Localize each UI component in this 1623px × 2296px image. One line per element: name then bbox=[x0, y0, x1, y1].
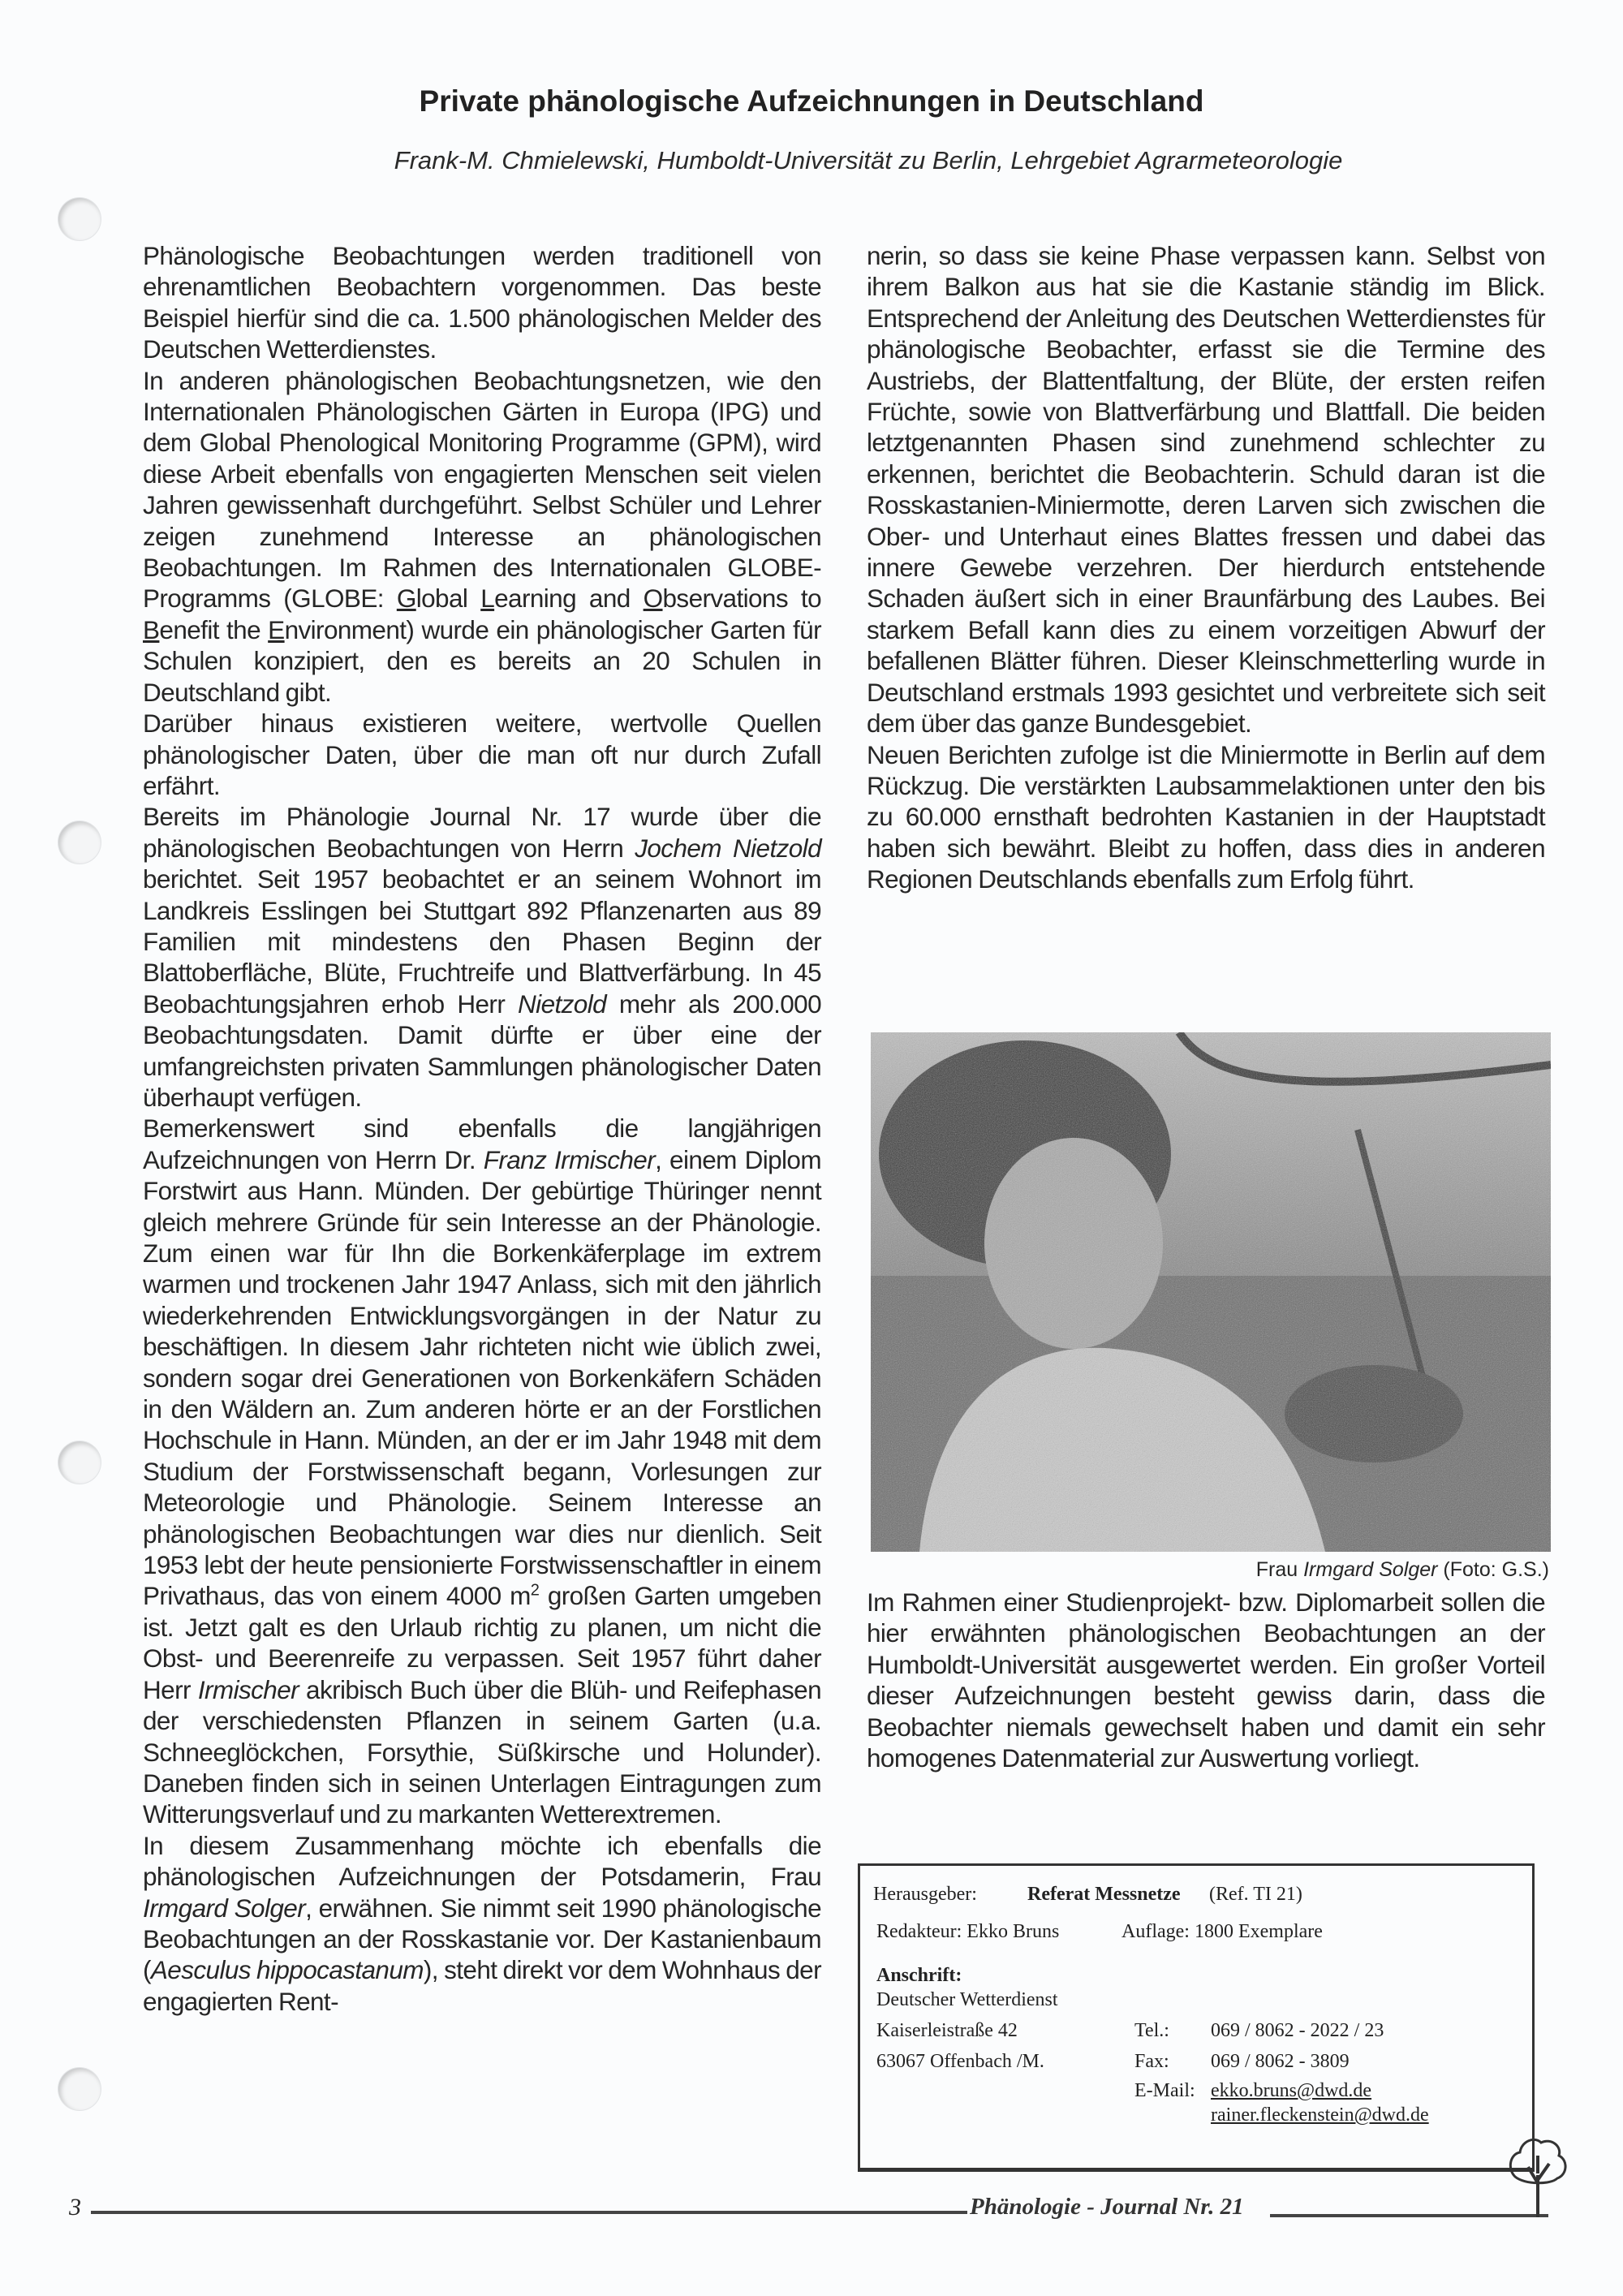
tel-label: Tel.: bbox=[1134, 2020, 1169, 2041]
paragraph bbox=[143, 240, 821, 365]
text-segment: Irmgard Solger bbox=[1303, 1558, 1438, 1581]
paragraph bbox=[143, 801, 821, 1113]
circulation: Auflage: 1800 Exemplare bbox=[1121, 1921, 1323, 1942]
text-segment: G bbox=[396, 584, 416, 614]
punch-hole bbox=[58, 1441, 101, 1484]
address-city: 63067 Offenbach /M. bbox=[876, 2051, 1044, 2072]
text-segment: Phänologische Beobachtungen werden traditionell von ehrenamtlichen Beobachtern vorgenommen. Das beste Beispiel hierfür sind die ca. 1.500 phänologischen Melder des Deutschen Wetterdienstes. bbox=[143, 241, 821, 364]
photo-caption bbox=[871, 1558, 1549, 1582]
text-segment: B bbox=[143, 614, 160, 644]
text-segment: , einem Diplom Forstwirt aus Hann. Münden. Der gebürtige Thüringer nennt gleich mehrere Gründe für sein Interesse an der Phänologie. Zum einen war für Ihn die Borkenkäferplage im extrem warmen und trockenen Jahr 1947 Anlass, sich mit den jährlich wiederkehrenden Entwicklungsvorgängen in der Natur zu beschäftigen. In diesem Jahr richteten nicht wie üblich zwei, sondern sogar drei Generationen von Borkenkäfern Schäden in den Wäldern an. Zum anderen hörte er an der Forstlichen Hochschule in Hann. Münden, an der er im Jahr 1948 mit dem Studium der Forstwissenschaft begann, Vorlesungen zur Meteorologie und Phänologie. Seinem Interesse an phänologischen Beobachtungen war dies nur dienlich. Seit 1953 lebt der heute pensionierte Forstwissenschaftler in einem Privathaus, das von einem 4000 m bbox=[143, 1144, 821, 1611]
tel: 069 / 8062 - 2022 / 23 bbox=[1211, 2020, 1384, 2041]
text-column-left bbox=[143, 240, 821, 2017]
email-label: E-Mail: bbox=[1134, 2080, 1195, 2101]
text-segment: Bemerkenswert sind ebenfalls die langjährigen Aufzeichnungen von Herrn Dr. bbox=[143, 1114, 821, 1174]
text-segment: , erwähnen. Sie nimmt seit 1990 phänologische Beobachtungen an der Rosskastanie vor. Der Kastanienbaum ( bbox=[143, 1893, 822, 1985]
text-column-right bbox=[867, 240, 1545, 895]
text-segment: ), steht direkt vor dem Wohnhaus der engagierten Rent- bbox=[143, 1955, 821, 2016]
text-segment: Jochem Nietzold bbox=[635, 833, 822, 863]
text-segment: Frau bbox=[1255, 1558, 1304, 1581]
photo-irmgard-solger bbox=[871, 1032, 1551, 1552]
text-segment: 2 bbox=[530, 1581, 540, 1600]
text-segment: Irmischer bbox=[197, 1674, 299, 1704]
text-segment: mehr als 200.000 Beobachtungsdaten. Damit dürfte er über eine der umfangreichsten privaten Sammlungen phänologischer Daten überhaupt verfügen. bbox=[143, 989, 821, 1112]
text-segment: Franz Irmischer bbox=[483, 1144, 656, 1174]
paragraph bbox=[143, 365, 821, 708]
text-segment: großen Garten umgeben ist. Jetzt galt es den Urlaub richtig zu planen, um nicht die Obst- und Beerenreife zu verpassen. Seit 1957 führt daher Herr bbox=[143, 1581, 821, 1704]
text-segment: lobal bbox=[415, 584, 481, 614]
text-segment: (Foto: G.S.) bbox=[1437, 1558, 1549, 1581]
text-column-right-lower bbox=[867, 1587, 1545, 1773]
text-segment: O bbox=[643, 584, 663, 614]
text-segment: L bbox=[480, 584, 495, 614]
punch-hole bbox=[58, 821, 101, 864]
text-segment: berichtet. Seit 1957 beobachtet er an seinem Wohnort im Landkreis Esslingen bei Stuttgart 892 Pflanzenarten aus 89 Familien mit mindestens den Phasen Beginn der Blattoberfläche, Blüte, Fruchtreife und Blattverfärbung. In 45 Beobachtungsjahren erhob Herr bbox=[143, 864, 821, 1019]
text-segment: Nietzold bbox=[518, 989, 607, 1019]
address-street: Kaiserleistraße 42 bbox=[876, 2020, 1018, 2041]
text-segment: Aesculus hippocastanum bbox=[150, 1955, 424, 1985]
text-segment: earning and bbox=[494, 584, 644, 614]
text-segment: enefit the bbox=[159, 614, 269, 644]
text-segment: nerin, so dass sie keine Phase verpassen kann. Selbst von ihrem Balkon aus hat sie die Kastanie ständig im Blick. Entsprechend der Anleitung des Deutschen Wetterdienstes für phänologische Beobachter, erfasst sie die Termine des Austriebs, der Blattentfaltung, der Blüte, der ersten reifen Früchte, sowie von Blattverfärbung und Blattfall. Die beiden letztgenannten Phasen sind zunehmend schlechter zu erkennen, berichtet die Beobachterin. Schuld daran ist die Rosskastanien-Miniermotte, deren Larven sich zwischen die Ober- und Unterhaut eines Blattes fressen und dabei das innere Gewebe verzehren. Der hierdurch entstehende Schaden äußert sich in einer Braunfärbung des Laubes. Bei starkem Befall kann dies zu einem vorzeitigen Abwurf der befallenen Blätter führen. Dieser Kleinschmetterling wurde in Deutschland erstmals 1993 gesichtet und verbreitete sich seit dem über das ganze Bundesgebiet. bbox=[867, 241, 1545, 739]
article-author: Frank-M. Chmielewski, Humboldt-Universität zu Berlin, Lehrgebiet Agrarmeteorologie bbox=[394, 146, 1343, 174]
paragraph bbox=[143, 1113, 821, 1829]
paragraph bbox=[867, 739, 1545, 895]
punch-hole bbox=[58, 2068, 101, 2110]
paragraph bbox=[867, 240, 1545, 739]
text-segment: nvironment) wurde ein phänologischer Garten für Schulen konzipiert, den es bereits an 20 Schulen in Deutschland gibt. bbox=[143, 614, 821, 707]
text-segment: akribisch Buch über die Blüh- und Reifephasen der verschiedensten Pflanzen in seinem Garten (u.a. Schneeglöckchen, Forsythie, Süßkirsche und Holunder). Daneben finden sich in seinen Unterlagen Eintragungen zum Witterungsverlauf und zu markanten Wetterextremen. bbox=[143, 1674, 822, 1829]
text-segment: In diesem Zusammenhang möchte ich ebenfalls die phänologischen Aufzeichnungen der Potsdamerin, Frau bbox=[143, 1830, 821, 1892]
text-segment: Neuen Berichten zufolge ist die Miniermotte in Berlin auf dem Rückzug. Die verstärkten Laubsammelaktionen unter den bis zu 60.000 ernsthaft bedrohten Kastanien in der Hauptstadt haben sich bewährt. Bleibt zu hoffen, dass dies in anderen Regionen Deutschlands ebenfalls zum Erfolg führt. bbox=[867, 739, 1545, 894]
paragraph bbox=[143, 1830, 821, 2017]
text-segment: Bereits im Phänologie Journal Nr. 17 wurde über die phänologischen Beobachtungen von Herrn bbox=[143, 802, 821, 863]
journal-name: Phänologie - Journal Nr. 21 bbox=[970, 2194, 1244, 2220]
address-label: Anschrift: bbox=[876, 1965, 962, 1986]
imprint-box bbox=[858, 1863, 1535, 2172]
publisher: Referat Messnetze bbox=[1027, 1884, 1181, 1905]
paragraph bbox=[143, 708, 821, 801]
editor: Redakteur: Ekko Bruns bbox=[876, 1921, 1060, 1942]
punch-hole bbox=[58, 198, 101, 240]
email-link-fleckenstein[interactable]: rainer.fleckenstein@dwd.de bbox=[1211, 2104, 1429, 2126]
paragraph bbox=[867, 1587, 1545, 1773]
text-segment: bservations to bbox=[662, 584, 821, 614]
text-segment: Im Rahmen einer Studienprojekt- bzw. Diplomarbeit sollen die hier erwähnten phänologischen Beobachtungen an der Humboldt-Universität ausgewertet werden. Ein großer Vorteil dieser Aufzeichnungen besteht gewiss darin, dass die Beobachter niemals gewechselt haben und damit ein sehr homogenes Datenmaterial zur Auswertung vorliegt. bbox=[867, 1587, 1545, 1773]
publisher-ref: (Ref. TI 21) bbox=[1209, 1884, 1302, 1905]
fax-label: Fax: bbox=[1134, 2051, 1169, 2072]
page-number: 3 bbox=[69, 2194, 81, 2221]
article-title: Private phänologische Aufzeichnungen in Deutschland bbox=[419, 84, 1204, 118]
footer-rule bbox=[91, 2211, 967, 2214]
text-segment: Irmgard Solger bbox=[143, 1893, 306, 1923]
email-link-bruns[interactable]: ekko.bruns@dwd.de bbox=[1211, 2080, 1372, 2101]
text-segment: Darüber hinaus existieren weitere, wertvolle Quellen phänologischer Daten, über die man oft nur durch Zufall erfährt. bbox=[143, 709, 821, 800]
fax: 069 / 8062 - 3809 bbox=[1211, 2051, 1350, 2072]
text-segment: E bbox=[268, 614, 285, 644]
tree-logo-icon bbox=[1505, 2134, 1570, 2219]
address-org: Deutscher Wetterdienst bbox=[876, 1989, 1058, 2010]
publisher-label: Herausgeber: bbox=[873, 1884, 977, 1905]
text-segment: In anderen phänologischen Beobachtungsnetzen, wie den Internationalen Phänologischen Gärten in Europa (IPG) und dem Global Phenological Monitoring Programme (GPM), wird diese Arbeit ebenfalls von engagierten Menschen seit vielen Jahren gewissenhaft durchgeführt. Selbst Schüler und Lehrer zeigen zunehmend Interesse an phänologischen Beobachtungen. Im Rahmen des Internationalen GLOBE-Programms (GLOBE: bbox=[143, 365, 821, 614]
